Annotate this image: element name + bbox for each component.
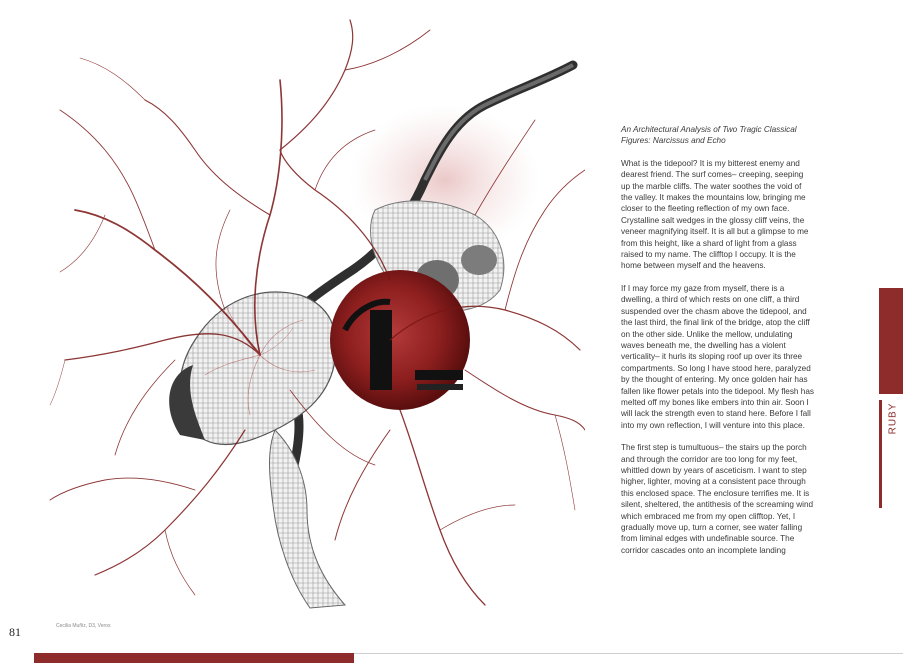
collage-map-veins-artwork [45, 10, 585, 610]
side-accent-block [879, 288, 903, 394]
side-accent-line [879, 400, 882, 508]
footer-rule [354, 653, 903, 654]
section-tab [884, 400, 902, 436]
article-text-column [621, 124, 814, 567]
article-paragraph: If I may force my gaze from myself, there is a dwelling, a third of which rests on one cliff, a third suspended over the chasm above the tidepool, and the last third, the final link of the bridge, atop the cliff on the other side. Unlike the mellow, undulating waves beneath me, the dwelling has a violent verticality– it hurls its sloping roof up over its three compartments. So long I have stood here, paralyzed by the thought of entering. My once golden hair has fallen like flower petals into the tidepool. My flesh has melted off my bones like embers into thin air. Soon I will lack the strength even to stand here. Before I fall into my own reflection, I will venture into this place. [621, 283, 814, 430]
image-credit: Cecilia Muñiz, D3, Veros [56, 623, 111, 629]
article-paragraph: What is the tidepool? It is my bitterest enemy and dearest friend. The surf comes– creeping, seeping up the marble cliffs. The water soothes the void of the valley. It makes the mountains low, bringing me closer to the fleeting reflection of my own face. Crystalline salt wedges in the glossy cliff veins, the veneer magnifying itself. It is all but a glimpse to me from this height, like a shard of light from a glass raised to my name. The clifftop I occupy. It is the home between myself and the heavens. [621, 158, 809, 271]
article-paragraph: The first step is tumultuous– the stairs up the porch and through the corridor are too long for my feet, whittled down by years of asceticism. I want to step higher, lighter, moving at a consistent pace through this enclosed space. The enclosure terrifies me. It is silent, sheltered, the antithesis of the screaming wind which embraced me from my open clifftop. Yet, I gradually move up, turn a corner, see water falling from liminal edges with undefinable source. The corridor cascades onto an incomplete landing [621, 443, 814, 555]
footer-accent-bar [34, 653, 354, 663]
article-title: An Architectural Analysis of Two Tragic Classical Figures: Narcissus and Echo [621, 125, 797, 146]
section-tab-label: RUBY [887, 402, 899, 434]
page-number: 81 [9, 625, 21, 639]
